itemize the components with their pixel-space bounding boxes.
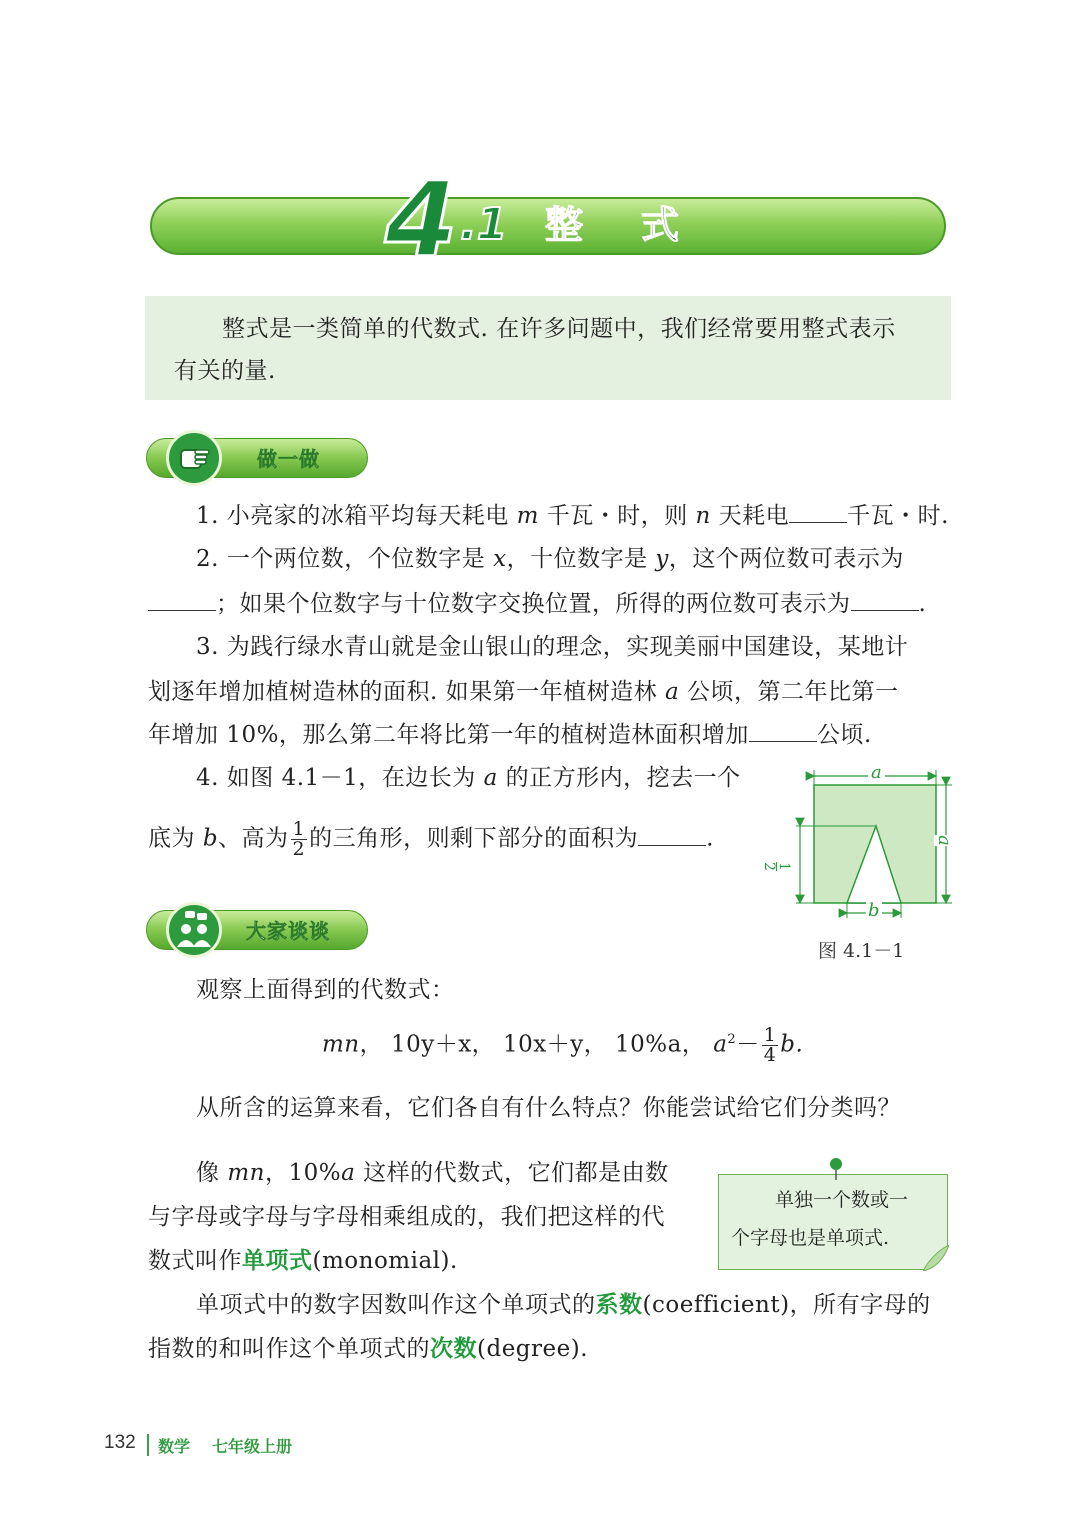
var-a: a [664,679,680,705]
mono-text: 像 [196,1160,228,1186]
answer-blank-3[interactable] [749,717,817,742]
expr-10y-x: 10y＋x [390,1031,472,1058]
problem-4-line-2 [148,820,714,859]
problem-1-text: 1. 小亮家的冰箱平均每天耗电 [196,503,517,529]
problem-1-end: 千瓦・时. [847,503,949,529]
var-a: a [341,1160,356,1186]
figure-label-top: a [868,762,885,783]
figure-label-left [762,862,791,871]
problem-2-line-2 [148,586,926,622]
note-line-2: 个字母也是单项式. [731,1227,890,1249]
figure-caption: 图 4.1－1 [818,940,905,962]
var-x: x [493,546,507,572]
discussion-question: 从所含的运算来看，它们各自有什么特点？你能尝试给它们分类吗？ [196,1095,901,1121]
degree-text: 指数的和叫作这个单项式的 [148,1336,430,1362]
problem-3-line-3 [148,717,872,753]
problem-4-text-post-2: 的三角形，则剩下部分的面积为 [309,825,639,852]
fraction-denominator: 4 [763,1044,777,1067]
problem-4-end: . [706,825,714,852]
sticky-note [718,1174,948,1270]
observe-text: 观察上面得到的代数式： [196,977,455,1003]
expr-10pct-a: 10%a [615,1031,682,1058]
expr-exponent: 2 [727,1032,737,1047]
problem-2-text-mid: ，十位数字是 [506,546,656,572]
figure-square-triangle [770,760,960,920]
problem-4-text-post: 的正方形内，挖去一个 [497,765,741,791]
monomial-line-3 [148,1243,458,1279]
problem-3-text: 划逐年增加植树造林的面积. 如果第一年植树造林 [148,679,665,705]
problem-1 [196,498,949,534]
intro-line-2: 有关的量. [174,358,276,384]
problem-1-text-post: 天耗电 [710,503,790,529]
figure-left-den: 2 [760,862,777,871]
footer-grade: 七年级上册 [212,1437,293,1456]
var-a: a [483,765,498,791]
problem-3-line-2 [148,674,898,710]
note-line-1: 单独一个数或一 [775,1189,909,1211]
expr-minus: － [736,1031,760,1058]
section-label-discuss: 大家谈谈 [246,919,330,943]
term-degree: 次数 [430,1335,477,1362]
problem-4-line-1 [196,760,741,796]
problem-3-text-3: 年增加 10%，那么第二年将比第一年的植树造林面积增加 [148,722,749,748]
term-coefficient: 系数 [595,1291,643,1318]
problem-2-text-2: ；如果个位数字与十位数字交换位置，所得的两位数可表示为 [216,591,851,617]
answer-blank-2b[interactable] [851,586,919,611]
mono-text-post: 这样的代数式，它们都是由数 [355,1160,669,1186]
page-title: 整式 [545,203,738,247]
coef-text: 单项式中的数字因数叫作这个单项式的 [196,1292,596,1318]
answer-blank-4[interactable] [638,821,706,846]
problem-4-text-2: 底为 [148,825,203,852]
figure-left-num: 1 [775,862,792,871]
mono-text-mid: ，10% [264,1160,342,1186]
footer-divider [147,1434,149,1456]
problem-4-text: 4. 如图 4.1－1，在边长为 [196,765,484,791]
problem-2-line-1 [196,541,904,577]
problem-4-text-mid: 、高为 [218,825,289,852]
problem-2-end: . [918,591,927,617]
answer-blank-1[interactable] [789,498,847,523]
fraction-half [291,820,308,859]
page-curl-icon [923,1245,949,1271]
expr-10x-y: 10x＋y [502,1031,584,1058]
figure-label-bottom: b [868,900,880,921]
var-m: m [516,503,539,529]
problem-3-line-1: 3. 为践行绿水青山就是金山银山的理念，实现美丽中国建设，某地计 [196,634,909,660]
problem-2-text: 2. 一个两位数，个位数字是 [196,546,494,572]
coefficient-line-2 [148,1331,588,1367]
mono3-post: (monomial). [312,1248,458,1274]
var-y: y [655,546,669,572]
answer-blank-2a[interactable] [148,586,216,611]
coefficient-line-1 [196,1287,931,1323]
expression-list: mn， 10y＋x， 10x＋y， 10%a， $a^2-$ $\frac{1}{4}$ b. [322,1024,804,1067]
figure-label-right: a [933,835,955,846]
people-talking-icon [166,902,222,958]
fraction-numerator: 1 [292,818,306,840]
fraction-quarter [762,1026,779,1065]
coef-post: (coefficient)，所有字母的 [642,1292,931,1318]
monomial-line-2: 与字母或字母与字母相乘组成的，我们把这样的代 [148,1204,665,1230]
pointing-hand-icon [166,430,222,486]
footer-subject: 数学 [158,1437,191,1456]
mono3-text: 数式叫作 [148,1248,242,1274]
problem-3-text-post: 公顷，第二年比第一 [679,679,899,705]
fraction-denominator: 2 [292,838,306,860]
expr-mn: mn [322,1031,360,1058]
monomial-line-1 [196,1155,669,1191]
pushpin-icon [826,1156,846,1182]
var-n: n [695,503,711,529]
page-number: 132 [104,1432,136,1453]
section-label-do: 做一做 [257,447,320,471]
expr-b: b. [780,1031,804,1058]
var-mn: mn [227,1160,265,1186]
degree-post: (degree). [477,1336,589,1362]
problem-3-end: 公顷. [816,722,872,748]
intro-line-1: 整式是一类简单的代数式. 在许多问题中，我们经常要用整式表示 [222,316,896,342]
term-monomial: 单项式 [242,1247,313,1274]
problem-1-text-mid: 千瓦・时，则 [538,503,696,529]
var-b: b [202,825,219,852]
expr-a: a [713,1031,728,1058]
section-number: .1 [460,199,508,250]
chapter-number: 4 [385,159,458,281]
fraction-numerator: 1 [763,1024,777,1047]
problem-2-text-post: ，这个两位数可表示为 [668,546,904,572]
